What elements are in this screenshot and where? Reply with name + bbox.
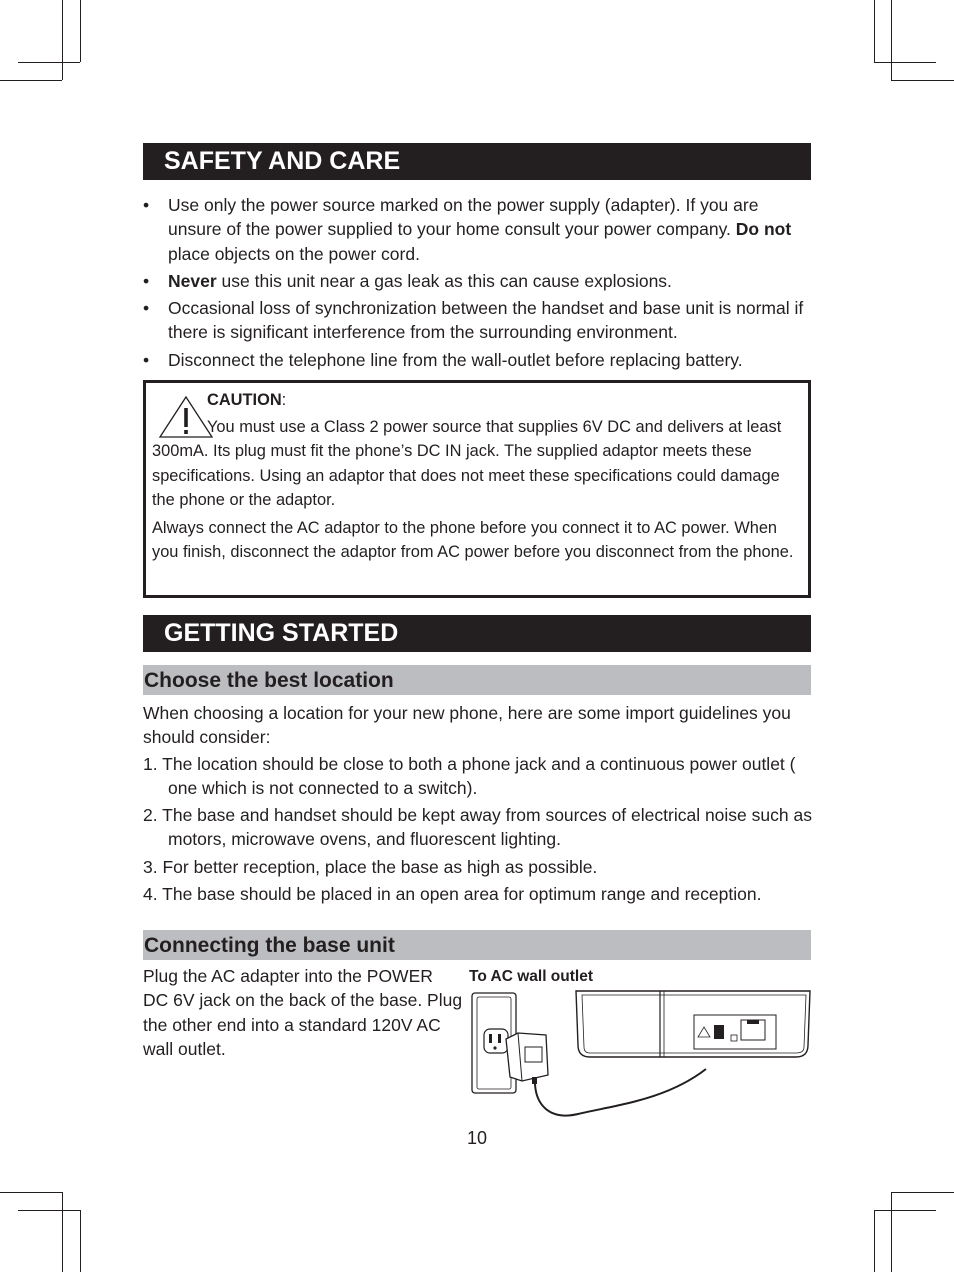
bullet-item: • Use only the power source marked on the power supply (adapter). If you are unsure of the power supplied to your home consult your power company. Do not place objects on the power cord.: [143, 193, 813, 266]
connecting-instructions: Plug the AC adapter into the POWER DC 6V jack on the back of the base. Plug the other end into a standard 120V AC wall outlet.: [143, 966, 463, 1059]
bullet-item: • Disconnect the telephone line from the wall-outlet before replacing battery.: [143, 348, 813, 372]
caution-title: CAUTION:: [207, 391, 287, 409]
crop-mark: [80, 0, 81, 62]
crop-mark: [891, 0, 892, 80]
safety-bullet-list: [143, 193, 813, 375]
list-item: 4. The base should be placed in an open area for optimum range and reception.: [143, 884, 762, 905]
bullet-item: • Never use this unit near a gas leak as this can cause explosions.: [143, 269, 813, 293]
crop-mark: [891, 1192, 892, 1272]
page-number: 10: [466, 1128, 488, 1148]
bullet-item: • Occasional loss of synchronization between the handset and base unit is normal if there is significant interference from the surrounding environment.: [143, 296, 813, 345]
subheading-choose-location: Choose the best location: [143, 665, 811, 695]
subheading-connecting-base: Connecting the base unit: [143, 930, 811, 960]
caution-paragraph: You must use a Class 2 power source that supplies 6V DC and delivers at least 300mA. Its plug must fit the phone’s DC IN jack. The supplied adaptor meets these specifications. Using an adaptor that does not meet these specifications could damage the phone or the adaptor.: [152, 418, 782, 510]
section-title-safety: SAFETY AND CARE: [143, 143, 811, 180]
location-intro: When choosing a location for your new phone, here are some import guidelines you should consider:: [143, 703, 791, 748]
crop-mark: [0, 1192, 62, 1193]
crop-mark: [0, 80, 62, 81]
ac-adapter-icon: [506, 1033, 548, 1084]
section-title-getting-started: GETTING STARTED: [143, 615, 811, 652]
crop-mark: [62, 0, 63, 80]
crop-mark: [891, 1192, 954, 1193]
caution-paragraph: Always connect the AC adaptor to the phone before you connect it to AC power. When you finish, disconnect the adaptor from AC power before you disconnect from the phone.: [152, 518, 794, 562]
caution-box: [143, 380, 811, 598]
connection-diagram: [466, 985, 816, 1121]
crop-mark: [874, 1210, 875, 1272]
crop-mark: [80, 1210, 81, 1272]
location-guidelines: [143, 701, 813, 909]
crop-mark: [18, 62, 80, 63]
location-list: [143, 752, 813, 907]
crop-mark: [18, 1210, 80, 1211]
crop-mark: [62, 1192, 63, 1272]
crop-mark: [891, 80, 954, 81]
list-item: 3. For better reception, place the base as high as possible.: [143, 856, 598, 877]
diagram-label: To AC wall outlet: [469, 968, 593, 985]
base-unit-icon: [576, 991, 810, 1057]
list-item: 1. The location should be close to both a phone jack and a continuous power outlet ( one which is not connected to a switch).: [143, 753, 796, 798]
crop-mark: [874, 1210, 936, 1211]
caution-body: [152, 415, 806, 564]
crop-mark: [874, 0, 875, 62]
crop-mark: [874, 62, 936, 63]
list-item: 2. The base and handset should be kept away from sources of electrical noise such as motors, microwave ovens, and fluorescent lighting.: [143, 805, 812, 850]
